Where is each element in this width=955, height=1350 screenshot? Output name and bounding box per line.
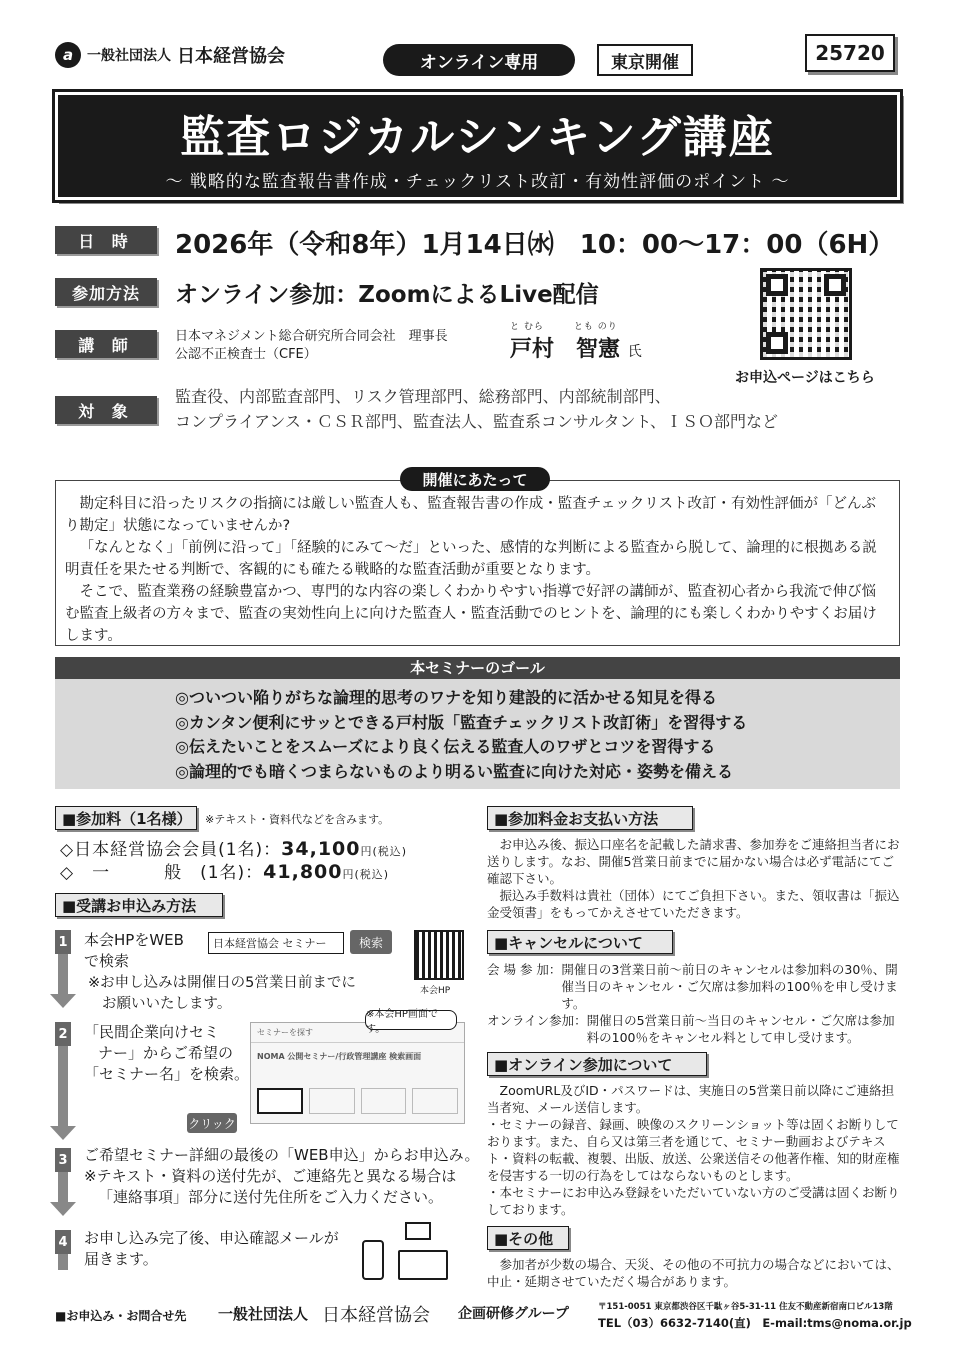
lecturer-affiliation-1: 日本マネジメント総合研究所合同会社 理事長: [175, 329, 448, 344]
footer-org-name: 日本経営協会: [322, 1305, 430, 1326]
footer-contact[interactable]: TEL（03）6632-7140(直) E-mail:tms@noma.or.jp: [598, 1316, 912, 1330]
lecturer-affiliation-2: 公認不正検査士（CFE）: [175, 347, 317, 362]
goals-title: 本セミナーのゴール: [55, 657, 900, 679]
goals-list: [175, 686, 747, 784]
step-3-line-2: ※テキスト・資料の送付先が、ご連絡先と異なる場合は: [84, 1167, 457, 1185]
page-subtitle: ～ 戦略的な監査報告書作成・チェックリスト改訂・有効性評価のポイント ～: [165, 172, 790, 192]
online-bullet-1: ・セミナーの録音、録画、映像のスクリーンショット等は固くお断りしております。また、自ら又は第三者を通じて、セミナー動画およびテキスト・資料の転載、複製、出版、放送、公衆送信その他著作権、知的財産権を侵害する一切の行為をしてはならないものとします。: [487, 1117, 900, 1183]
step-1-note: [88, 973, 356, 1015]
phone-icon: [362, 1240, 384, 1280]
payment-title: ■参加料金お支払い方法: [487, 806, 693, 830]
general-fee-row: [60, 858, 389, 883]
qr-caption: お申込ページはこちら: [735, 370, 875, 386]
hp-screen-note: ※本会HP画面です。: [365, 1010, 457, 1030]
goal-item: ◎カンタン便利にサッとできる戸村版「監査チェックリスト改訂術」を習得する: [175, 712, 748, 732]
step-3-arrow-icon: [50, 1202, 76, 1216]
general-fee-price: 41,800: [263, 861, 343, 883]
click-button[interactable]: クリック: [187, 1113, 237, 1133]
step-1-note-2: お願いいたします。: [102, 996, 232, 1012]
intro-paragraph-2: 「なんとなく」「前例に沿って」「経験的にみて～だ」といった、感情的な判断による監査から脱して、論理的に根拠ある説明責任を果たせる判断で、客観的にも確たる戦略的な監査活動が重要となります。: [65, 540, 877, 578]
apply-title: ■受講お申込み方法: [55, 893, 223, 917]
goal-item: ◎伝えたいことをスムーズにより良く伝える監査人のワザとコツを習得する: [175, 737, 716, 756]
fee-title: ■参加料（1名様）: [55, 806, 197, 830]
laptop-icon: [398, 1250, 448, 1280]
intro-text: [65, 493, 890, 647]
lecturer-suffix: 氏: [627, 344, 642, 360]
org-prefix: 一般社団法人: [87, 48, 171, 64]
lecturer-name-text: 戸村 智憲: [510, 337, 621, 362]
general-fee-unit: 円(税込): [342, 868, 390, 881]
step-1-arrow-icon: [50, 994, 76, 1008]
homepage-qr-code[interactable]: [414, 930, 464, 980]
online-paragraph: ZoomURL及びID・パスワードは、実施日の5営業日前以降にご連絡担当者宛、メール送信します。: [487, 1083, 895, 1115]
cancel-online-text: 開催日の5営業日前～当日のキャンセル・ご欠席は参加料の100％をキャンセル料として申し受けます。: [586, 1013, 895, 1045]
search-input[interactable]: 日本経営協会 セミナー: [208, 932, 344, 954]
contact-label: ■お申込み・お問合せ先: [55, 1309, 187, 1323]
step-3-line-3: 「連絡事項」部分に送付先住所をご入力ください。: [98, 1188, 444, 1206]
screenshot-header: セミナーを探す: [251, 1023, 464, 1043]
payment-text: [487, 836, 902, 921]
online-bullet-2: ・本セミナーにお申込み登録をいただいていない方のご受講は固くお断りしております。: [487, 1185, 900, 1217]
lecturer-ruby: と むら とも のり: [510, 322, 618, 332]
method-label: 参加方法: [55, 278, 157, 306]
lecturer-label: 講 師: [55, 330, 157, 358]
cancel-venue-text: 開催日の3営業日前～前日のキャンセルは参加料の30％、開催当日のキャンセル・ご欠席は参加料の100％を申し受けます。: [561, 962, 898, 1011]
title-banner: [55, 92, 900, 200]
step-3-number: 3: [55, 1148, 71, 1172]
step-2-text: [84, 1022, 249, 1085]
step-4-number: 4: [55, 1230, 71, 1254]
step-2-arrow-icon: [50, 1126, 76, 1140]
org-logo: [55, 42, 285, 68]
method-value: オンライン参加：ZoomによるLive配信: [175, 282, 599, 308]
intro-title: 開催にあたって: [400, 467, 550, 491]
step-3-line-1: ご希望セミナー詳細の最後の「WEB申込」からお申込み。: [84, 1146, 480, 1164]
page-title: 監査ロジカルシンキング講座: [180, 112, 775, 163]
cancel-online: [487, 1012, 902, 1046]
member-fee-unit: 円(税込): [360, 845, 408, 858]
mail-icon: [405, 1222, 431, 1240]
intro-paragraph-3: そこで、監査業務の経験豊富かつ、専門的な内容の楽しくわかりやすい指導で好評の講師が、監査初心者から我流で伸び悩む監査上級者の方々まで、監査の実効性向上に向けた監査人・監査活動でのヒントを、論理的にも楽しくわかりやすくお届けします。: [65, 584, 877, 644]
cancel-online-label: オンライン参加：: [487, 1013, 587, 1028]
tokyo-venue-badge: 東京開催: [597, 44, 693, 76]
cancel-venue: [487, 961, 902, 1012]
step-1-connector: [58, 954, 68, 994]
step-2-connector: [58, 1046, 68, 1126]
step-2-number: 2: [55, 1022, 71, 1046]
member-fee-label: ◇日本経営協会会員(1名)：: [60, 840, 282, 860]
online-title: ■オンライン参加について: [487, 1052, 707, 1076]
member-fee-row: [60, 835, 407, 860]
cancel-venue-label: 会 場 参 加：: [487, 962, 562, 977]
search-button[interactable]: 検索: [350, 930, 392, 954]
payment-paragraph-2: 振込み手数料は貴社（団体）にてご負担下さい。また、領収書は「振込金受領書」をもってかえさせていただきます。: [487, 888, 900, 920]
cancel-title: ■キャンセルについて: [487, 930, 673, 954]
target-line-1: 監査役、内部監査部門、リスク管理部門、総務部門、内部統制部門、: [175, 387, 671, 406]
general-fee-label: ◇ 一 般 (1名)：: [60, 863, 264, 883]
course-code: 25720: [805, 34, 895, 72]
online-text: [487, 1082, 902, 1218]
step-4-connector: [58, 1254, 68, 1270]
target-audience: [175, 384, 778, 434]
footer-dept: 企画研修グループ: [458, 1306, 569, 1322]
step-1-number: 1: [55, 930, 71, 954]
fee-note: ※テキスト・資料代などを含みます。: [205, 813, 390, 826]
footer-org-prefix: 一般社団法人: [218, 1305, 309, 1323]
target-line-2: コンプライアンス・ＣＳＲ部門、監査法人、監査系コンサルタント、ＩＳＯ部門など: [175, 412, 779, 431]
step-3-text: [84, 1145, 480, 1208]
screenshot-line: NOMA 公開セミナー/行政管理講座 検索画面: [257, 1052, 422, 1061]
step-1-text: [84, 930, 184, 972]
org-name: 日本経営協会: [177, 46, 285, 67]
online-only-badge: オンライン専用: [383, 44, 575, 76]
step-2-line-1: 「民間企業向けセミ: [84, 1023, 220, 1041]
other-title: ■その他: [487, 1226, 569, 1250]
homepage-qr-label: 本会HP: [420, 986, 451, 996]
step-3-connector: [58, 1172, 68, 1202]
date-label: 日 時: [55, 226, 157, 254]
lecturer-affiliation: [175, 328, 448, 364]
other-text: 参加者が少数の場合、天災、その他の不可抗力の場合などにおいては、中止・延期させていただく場合があります。: [487, 1257, 900, 1289]
step-1-line-1: 本会HPをWEB: [84, 931, 184, 949]
step-4-line-1: お申し込み完了後、申込確認メールが: [84, 1229, 339, 1247]
step-1-note-1: ※お申し込みは開催日の5営業日前までに: [88, 975, 356, 991]
lecturer-name: [510, 332, 642, 363]
step-1-line-2: で検索: [84, 952, 130, 970]
member-fee-price: 34,100: [281, 838, 361, 860]
step-2-line-3: 「セミナー名」を検索。: [84, 1065, 250, 1083]
target-label: 対 象: [55, 396, 157, 424]
step-2-line-2: ナー」からご希望の: [98, 1044, 234, 1062]
intro-paragraph-1: 勘定科目に沿ったリスクの指摘には厳しい監査人も、監査報告書の作成・監査チェックリスト改訂・有効性評価が「どんぶり勘定」状態になっていませんか?: [65, 496, 876, 534]
website-screenshot: [250, 1022, 465, 1124]
step-4-line-2: 届きます。: [84, 1250, 158, 1268]
footer-address: 〒151-0051 東京都渋谷区千駄ヶ谷5-31-11 住友不動産新宿南口ビル13階: [598, 1302, 893, 1312]
logo-mark-icon: a: [55, 42, 81, 68]
date-value: 2026年（令和8年）1月14日㈬ 10：00～17：00（6H）: [175, 230, 895, 260]
payment-paragraph-1: お申込み後、振込口座名を記載した請求書、参加券をご連絡担当者にお送りします。なお、開催5営業日前までに届かない場合は必ず電話にてご確認下さい。: [487, 837, 900, 886]
application-qr-code[interactable]: [760, 268, 852, 360]
goal-item: ◎ついつい陥りがちな論理的思考のワナを知り建設的に活かせる知見を得る: [175, 688, 717, 707]
goal-item: ◎論理的でも暗くつまらないものより明るい監査に向けた対応・姿勢を備える: [175, 761, 733, 781]
step-4-text: [84, 1228, 339, 1270]
